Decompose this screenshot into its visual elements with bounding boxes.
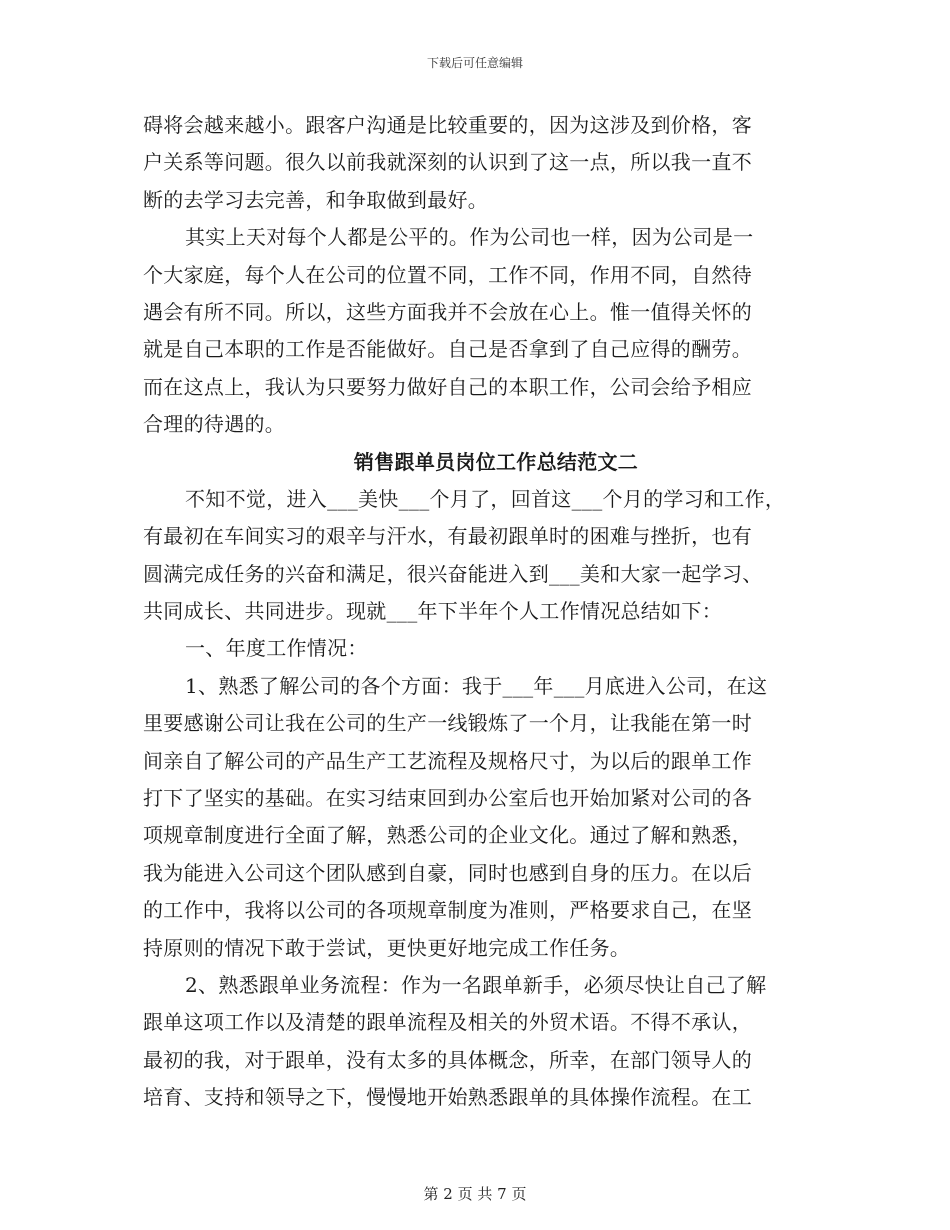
section-title: 销售跟单员岗位工作总结范文二	[353, 449, 639, 474]
text-line: 有最初在车间实习的艰辛与汗水，有最初跟单时的困难与挫折，也有	[143, 524, 752, 549]
text-line: 打下了坚实的基础。在实习结束回到办公室后也开始加紧对公司的各	[143, 786, 752, 811]
text-line: 不知不觉，进入___美快___个月了，回首这___个月的学习和工作，	[185, 486, 786, 511]
text-line: 圆满完成任务的兴奋和满足，很兴奋能进入到___美和大家一起学习、	[143, 561, 763, 586]
page-header-note: 下载后可任意编辑	[426, 56, 523, 70]
text-line: 最初的我，对于跟单，没有太多的具体概念，所幸，在部门领导人的	[143, 1047, 752, 1072]
text-line: 2、熟悉跟单业务流程：作为一名跟单新手，必须尽快让自己了解	[185, 972, 767, 997]
text-line: 间亲自了解公司的产品生产工艺流程及规格尺寸，为以后的跟单工作	[143, 748, 752, 773]
page-number-footer: 第 2 页 共 7 页	[423, 1185, 527, 1203]
text-line: 其实上天对每个人都是公平的。作为公司也一样，因为公司是一	[185, 225, 754, 250]
document-body	[143, 107, 809, 1117]
text-line: 户关系等问题。很久以前我就深刻的认识到了这一点，所以我一直不	[143, 150, 752, 175]
text-line: 我为能进入公司这个团队感到自豪，同时也感到自身的压力。在以后	[143, 860, 752, 885]
text-line: 培育、支持和领导之下，慢慢地开始熟悉跟单的具体操作流程。在工	[143, 1085, 752, 1110]
text-line: 项规章制度进行全面了解，熟悉公司的企业文化。通过了解和熟悉，	[143, 823, 752, 848]
text-line: 遇会有所不同。所以，这些方面我并不会放在心上。惟一值得关怀的	[143, 299, 752, 324]
text-line: 1、熟悉了解公司的各个方面：我于___年___月底进入公司，在这	[185, 673, 768, 698]
text-line: 跟单这项工作以及清楚的跟单流程及相关的外贸术语。不得不承认，	[143, 1010, 752, 1035]
text-line: 一、年度工作情况：	[185, 636, 368, 661]
text-line: 共同成长、共同进步。现就___年下半年个人工作情况总结如下：	[143, 599, 722, 624]
text-line: 碍将会越来越小。跟客户沟通是比较重要的，因为这涉及到价格，客	[143, 113, 752, 137]
text-line: 而在这点上，我认为只要努力做好自己的本职工作，公司会给予相应	[143, 374, 752, 399]
text-line: 的工作中，我将以公司的各项规章制度为准则，严格要求自己，在坚	[143, 898, 752, 923]
text-line: 个大家庭，每个人在公司的位置不同，工作不同，作用不同，自然待	[143, 262, 752, 287]
text-line: 合理的待遇的。	[143, 412, 286, 437]
text-line: 持原则的情况下敢于尝试，更快更好地完成工作任务。	[143, 935, 631, 960]
text-line: 就是自己本职的工作是否能做好。自己是否拿到了自己应得的酬劳。	[143, 337, 752, 362]
text-line: 里要感谢公司让我在公司的生产一线锻炼了一个月，让我能在第一时	[143, 711, 752, 736]
text-line: 断的去学习去完善，和争取做到最好。	[143, 187, 489, 212]
